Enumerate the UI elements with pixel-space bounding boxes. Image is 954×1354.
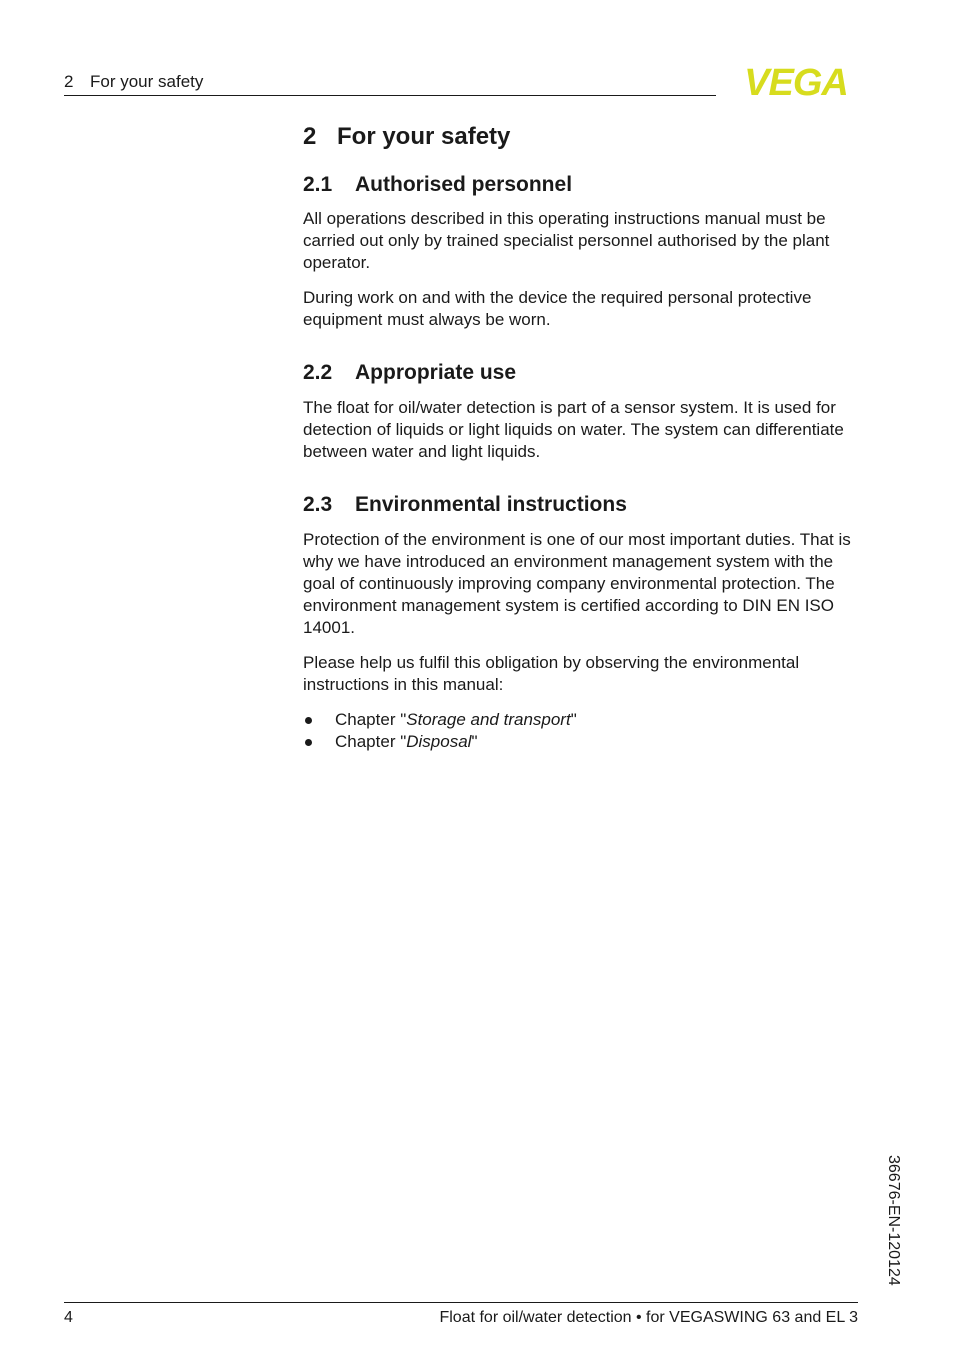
section-number: 2.2 <box>303 361 333 384</box>
bullet-list <box>303 709 863 753</box>
section-heading-2-2 <box>303 359 863 387</box>
section-number: 2.3 <box>303 493 333 516</box>
vega-logo <box>734 64 858 98</box>
section-title: Environmental instructions <box>355 493 627 516</box>
section-heading-2-1 <box>303 171 863 199</box>
section-title: Appropriate use <box>355 361 517 384</box>
bullet-prefix: Chapter " <box>335 710 407 729</box>
bullet-prefix: Chapter " <box>335 732 407 751</box>
bullet-suffix: " <box>570 710 577 729</box>
main-content <box>303 120 863 753</box>
paragraph: During work on and with the device the required personal protective equipment must always be worn. <box>303 288 812 329</box>
paragraph: The float for oil/water detection is part of a sensor system. It is used for detection of liquids or light liquids on water. The system can differentiate between water and light liquids. <box>303 398 844 461</box>
bullet-suffix: " <box>471 732 478 751</box>
section-title: Authorised personnel <box>355 173 573 196</box>
chapter-number: 2 <box>303 123 317 150</box>
logo-text: VEGA <box>744 64 848 98</box>
list-item <box>303 731 863 753</box>
chapter-reference: Disposal <box>406 732 472 751</box>
paragraph: All operations described in this operating instructions manual must be carried out only by trained specialist personnel authorised by the plant operator. <box>303 209 830 272</box>
chapter-reference: Storage and transport <box>406 710 571 729</box>
running-header-number: 2 <box>64 72 74 91</box>
running-header-title: For your safety <box>90 72 204 91</box>
chapter-title <box>303 120 863 154</box>
paragraph: Please help us fulfil this obligation by observing the environmental instructions in this manual: <box>303 653 800 694</box>
bullet-icon <box>305 717 312 724</box>
document-id: 36676-EN-120124 <box>885 1155 902 1286</box>
section-number: 2.1 <box>303 173 333 196</box>
running-header <box>64 72 716 96</box>
bullet-icon <box>305 739 312 746</box>
list-item <box>303 709 863 731</box>
footer-doc-title: Float for oil/water detection • for VEGASWING 63 and EL 3 <box>439 1309 858 1326</box>
section-heading-2-3 <box>303 491 863 519</box>
chapter-title-text: For your safety <box>337 123 511 150</box>
page-footer <box>64 1302 858 1328</box>
page-number: 4 <box>64 1309 73 1326</box>
paragraph: Protection of the environment is one of our most important duties. That is why we have introduced an environment management system with the goal of continuously improving company environmental protection. The environment management system is certified according to DIN EN ISO 14001. <box>303 530 851 637</box>
